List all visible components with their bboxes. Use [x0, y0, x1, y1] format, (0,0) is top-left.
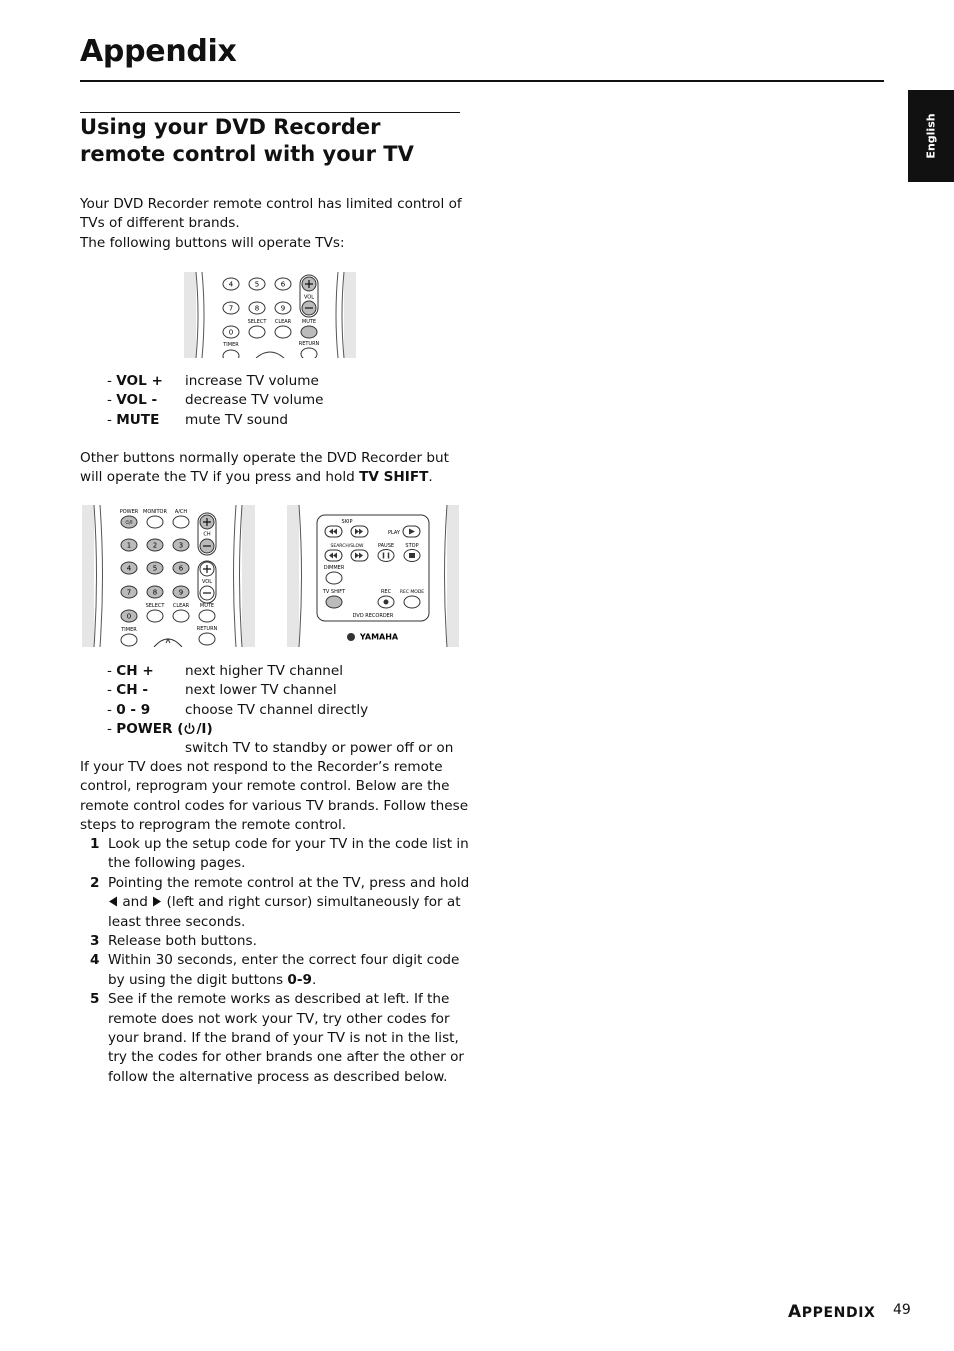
- select-label: SELECT: [247, 319, 267, 325]
- dvd-recorder-label: DVD RECORDER: [352, 613, 394, 619]
- svg-text:2: 2: [152, 541, 158, 550]
- section-title-line1: Using your DVD Recorder: [80, 115, 381, 139]
- clear-label: CLEAR: [274, 319, 292, 325]
- reprogram-paragraph: [80, 758, 470, 836]
- ch-label: CH: [203, 531, 211, 538]
- reprogram-line: If your TV does not respond to the Recorder’s remote: [80, 759, 443, 775]
- monitor-label: MONITOR: [143, 509, 167, 515]
- svg-text:RETURN: RETURN: [196, 626, 218, 632]
- section-title-line2: remote control with your TV: [80, 142, 414, 166]
- svg-text:4: 4: [126, 564, 132, 573]
- right-cursor-icon: [152, 896, 162, 907]
- reprogram-steps: [80, 835, 470, 1087]
- remote-illustration-channel: [82, 505, 255, 647]
- svg-text:VOL: VOL: [201, 579, 213, 585]
- language-tab: [908, 90, 954, 182]
- language-tab-label: English: [924, 113, 938, 159]
- rec-mode-label: REC MODE: [399, 590, 425, 595]
- svg-text:MUTE: MUTE: [199, 603, 215, 609]
- other-buttons-line: Other buttons normally operate the DVD Recorder but: [80, 450, 449, 466]
- svg-text:5: 5: [152, 564, 158, 573]
- digit-5: 5: [254, 280, 260, 289]
- return-label: RETURN: [298, 341, 320, 347]
- page-number: 49: [893, 1302, 911, 1318]
- reprogram-line: remote control codes for various TV brands. Follow these: [80, 797, 469, 814]
- intro-line: The following buttons will operate TVs:: [80, 234, 345, 251]
- search-slow-label: SEARCH/SLOW: [330, 544, 364, 549]
- rec-label: REC: [380, 589, 392, 595]
- svg-text:6: 6: [178, 564, 184, 573]
- tv-shift-keyword: TV SHIFT: [359, 469, 429, 486]
- step-5: 5 See if the remote works as described at left. If the remote does not work your TV, try other codes for your brand. If the brand of your TV is not in the list, try the codes for other brands one after the other or follow the alternative process as described below.: [90, 991, 465, 1085]
- svg-text:TIMER: TIMER: [121, 627, 137, 633]
- vol-label: VOL: [303, 294, 315, 301]
- play-label: PLAY: [387, 530, 401, 536]
- other-buttons-line: will operate the TV if you press and hold TV SHIFT.: [80, 469, 433, 486]
- digit-4: 4: [228, 280, 234, 289]
- reprogram-line: control, reprogram your remote control. Below are the: [80, 778, 450, 795]
- power-button-symbol: ⏻/I: [125, 520, 133, 526]
- remote-illustration-volume: [184, 272, 356, 358]
- remote-illustration-tv-shift: [287, 505, 459, 647]
- digit-8: 8: [254, 304, 260, 313]
- intro-line: TVs of different brands.: [80, 215, 240, 232]
- standby-icon: [183, 722, 196, 735]
- reprogram-line: steps to reprogram the remote control.: [80, 817, 347, 834]
- step-1: 1 Look up the setup code for your TV in the code list in the following pages.: [90, 836, 469, 872]
- svg-text:3: 3: [178, 541, 184, 550]
- intro-paragraph: [80, 195, 465, 253]
- svg-text:1: 1: [126, 541, 132, 550]
- svg-text:9: 9: [178, 588, 184, 597]
- left-cursor-icon: [108, 896, 118, 907]
- svg-text:CLEAR: CLEAR: [172, 603, 190, 609]
- svg-text:SELECT: SELECT: [145, 603, 165, 609]
- digit-7: 7: [228, 304, 234, 313]
- page-title: Appendix: [80, 34, 237, 69]
- stop-label: STOP: [405, 543, 419, 549]
- title-divider: [80, 80, 884, 82]
- mute-label: MUTE: [301, 319, 317, 325]
- svg-text:7: 7: [126, 588, 132, 597]
- power-label: POWER: [119, 509, 139, 515]
- step-4: 4 Within 30 seconds, enter the correct four digit code by using the digit buttons 0-9.: [90, 952, 460, 988]
- svg-text:8: 8: [152, 588, 158, 597]
- timer-label: TIMER: [223, 342, 239, 348]
- svg-text:0: 0: [126, 612, 132, 621]
- skip-label: SKIP: [341, 519, 353, 525]
- svg-text:YAMAHA: YAMAHA: [359, 632, 399, 642]
- digit-9: 9: [280, 304, 286, 313]
- digit-0: 0: [228, 328, 234, 337]
- intro-line: Your DVD Recorder remote control has limited control of: [80, 196, 462, 212]
- step-2: 2 Pointing the remote control at the TV, press and hold and (left and right cursor) simultaneously for at least three seconds.: [90, 874, 470, 930]
- other-buttons-paragraph: [80, 449, 470, 488]
- section-title: [80, 114, 460, 168]
- tv-shift-label: TV SHIFT: [322, 589, 346, 595]
- step-3: 3 Release both buttons.: [90, 933, 257, 950]
- ach-label: A/CH: [174, 509, 188, 515]
- pause-label: PAUSE: [377, 543, 395, 549]
- section-divider: [80, 112, 460, 113]
- footer-section-label: APPENDIX: [788, 1302, 876, 1322]
- dimmer-label: DIMMER: [323, 565, 345, 571]
- digit-6: 6: [280, 280, 286, 289]
